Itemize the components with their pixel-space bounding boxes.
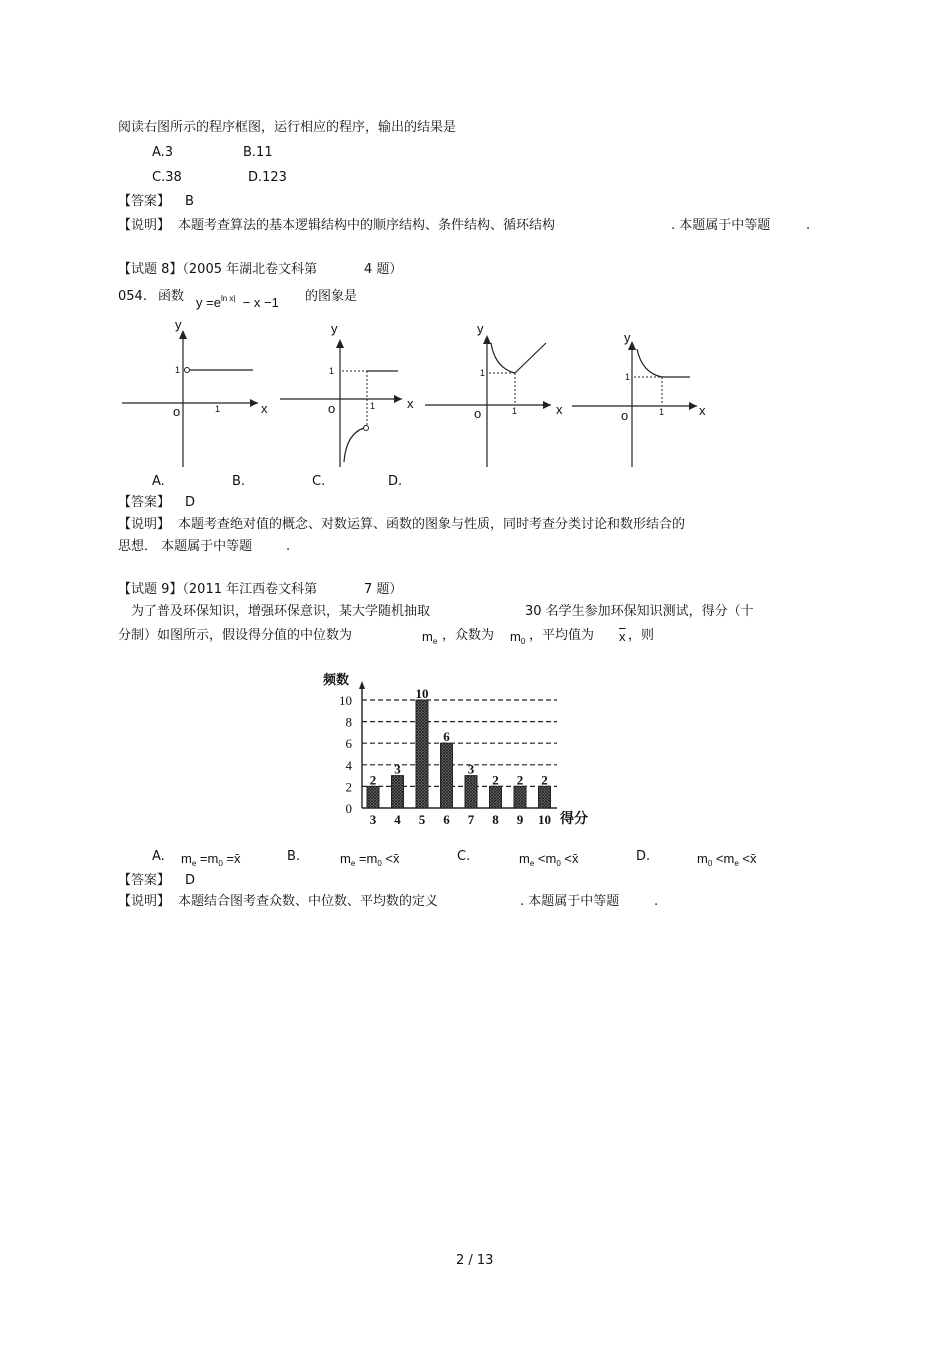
graph-a-tick-x1: 1	[215, 404, 221, 414]
q7-note-tail: . 本题属于中等题	[671, 218, 771, 233]
graph-b-origin: o	[328, 401, 336, 416]
q8-lead: 函数	[158, 289, 185, 304]
q8-number: 054.	[118, 289, 147, 304]
q8-choice-a: A.	[152, 474, 165, 489]
y-tick-label: 0	[345, 801, 352, 816]
q9-stem-2c: ，平均值为	[529, 628, 595, 643]
graph-c-tick-y1: 1	[480, 368, 486, 378]
y-axis-title: 频数	[323, 672, 350, 687]
x-tick-label: 10	[538, 812, 551, 827]
y-tick-label: 2	[345, 779, 352, 795]
q7-option-c: C.38	[152, 170, 182, 185]
q7-note-label: 【说明】	[118, 218, 171, 233]
graph-d-y-label: y	[624, 330, 631, 345]
x-tick-label: 4	[394, 812, 401, 827]
q9-stem-2d: ，则	[628, 628, 655, 643]
q9-note: 本题结合图考查众数、中位数、平均数的定义	[178, 894, 439, 909]
x-axis-title: 得分	[560, 810, 588, 826]
q9-note-tail: . 本题属于中等题	[520, 894, 620, 909]
q9-option-b: $m_e =m_0$ <x̄	[340, 851, 400, 868]
q9-option-a: $m_e =m_0$ =x̄	[181, 851, 241, 868]
q8-formula: $y =e^{ln x|} - x -1$	[196, 294, 279, 310]
q8-choice-c: C.	[312, 474, 326, 489]
graph-c-y-label: y	[477, 321, 484, 336]
graph-c-x-label: x	[556, 402, 563, 417]
q9-option-d: $m_0 <m_e$ <x̄	[697, 851, 757, 868]
q9-stem-2b: ，众数为	[442, 628, 495, 643]
q9-option-c-label: C.	[457, 849, 471, 864]
q7-option-a: A.3	[152, 145, 174, 160]
q8-header: 【试题 8】（2005 年湖北卷文科第	[118, 262, 318, 277]
bar-data-label: 2	[516, 772, 524, 788]
q9-option-b-label: B.	[287, 849, 301, 864]
q9-option-d-label: D.	[636, 849, 651, 864]
graph-d-tick-y1: 1	[625, 372, 631, 382]
q9-answer-label: 【答案】	[118, 873, 171, 888]
q7-stem: 阅读右图所示的程序框图，运行相应的程序，输出的结果是	[118, 120, 457, 135]
q8-tail: 的图象是	[305, 289, 358, 304]
bar-data-label: 6	[443, 729, 450, 745]
y-tick-label: 8	[345, 714, 352, 730]
x-tick-label: 7	[467, 812, 475, 827]
q8-note-line1: 本题考查绝对值的概念、对数运算、函数的图象与性质，同时考查分类讨论和数形结合的	[178, 517, 686, 532]
bar	[465, 776, 477, 808]
q7-answer: B	[185, 194, 194, 209]
bar-data-label: 2	[492, 772, 499, 788]
bar	[416, 700, 428, 808]
graph-b-tick-y1: 1	[329, 366, 335, 376]
q8-header-num: 4 题）	[364, 262, 403, 277]
bar-data-label: 10	[415, 686, 429, 701]
graph-b-x-label: x	[407, 396, 414, 411]
bar	[490, 786, 502, 808]
graph-b-tick-x1: 1	[370, 401, 376, 411]
x-tick-label: 9	[516, 812, 524, 827]
q9-mean-symbol: $\overline{x}$	[619, 629, 626, 644]
y-tick-label: 6	[345, 736, 352, 752]
q8-note-label: 【说明】	[118, 517, 171, 532]
graph-b-y-label: y	[331, 321, 338, 336]
graph-c-tick-x1: 1	[512, 406, 518, 416]
graph-a-x-label: x	[261, 401, 268, 416]
q7-answer-label: 【答案】	[118, 194, 171, 209]
y-tick-label: 4	[345, 757, 352, 773]
x-tick-label: 5	[418, 812, 426, 827]
q9-answer: D	[185, 873, 196, 888]
bar-data-label: 3	[467, 761, 475, 777]
graph-a-y-label: y	[175, 317, 182, 332]
q8-answer-label: 【答案】	[118, 495, 171, 510]
q7-option-d: D.123	[248, 170, 287, 185]
bar-data-label: 2	[369, 772, 377, 788]
q9-stem-2: 分制）如图所示，假设得分值的中位数为	[118, 628, 353, 643]
q9-mode-symbol: $m_0$	[510, 629, 526, 646]
bar	[392, 776, 404, 808]
q8-note-end: .	[286, 539, 291, 554]
bar-data-label: 3	[394, 761, 401, 777]
q9-header-num: 7 题）	[364, 582, 403, 597]
q9-note-end: .	[654, 894, 659, 909]
q8-choice-d: D.	[388, 474, 403, 489]
q8-note-line2: 思想． 本题属于中等题	[118, 539, 253, 554]
q9-header: 【试题 9】（2011 年江西卷文科第	[118, 582, 318, 597]
graph-a-origin: o	[173, 404, 181, 419]
graph-c-origin: o	[474, 406, 482, 421]
bar	[441, 743, 453, 808]
bar	[514, 786, 526, 808]
y-tick-label: 10	[339, 693, 352, 708]
graph-d-tick-x1: 1	[659, 407, 665, 417]
graph-d-x-label: x	[699, 403, 706, 418]
q9-note-label: 【说明】	[118, 894, 171, 909]
page-number: 2 / 13	[456, 1253, 494, 1268]
graph-a-tick-y1: 1	[175, 365, 181, 375]
q9-option-c: $m_e <m_0$ <x̄	[519, 851, 579, 868]
y-axis-arrow	[359, 681, 365, 689]
bar-data-label: 2	[541, 772, 548, 788]
q9-option-a-label: A.	[152, 849, 165, 864]
q9-median-symbol: $m_e$	[422, 629, 438, 646]
q7-note: 本题考查算法的基本逻辑结构中的顺序结构、条件结构、循环结构	[178, 218, 556, 233]
x-tick-label: 8	[492, 812, 499, 827]
graph-d-origin: o	[621, 408, 629, 423]
bar	[367, 786, 379, 808]
q7-option-b: B.11	[243, 145, 273, 160]
bar	[539, 786, 551, 808]
q8-answer: D	[185, 495, 196, 510]
x-tick-label: 3	[369, 812, 377, 827]
q9-stem-1: 为了普及环保知识，增强环保意识，某大学随机抽取	[131, 604, 431, 619]
q8-choice-b: B.	[232, 474, 246, 489]
q7-note-end: .	[806, 218, 811, 233]
q9-stem-1b: 30 名学生参加环保知识测试，得分（十	[525, 604, 754, 619]
x-tick-label: 6	[443, 812, 450, 827]
